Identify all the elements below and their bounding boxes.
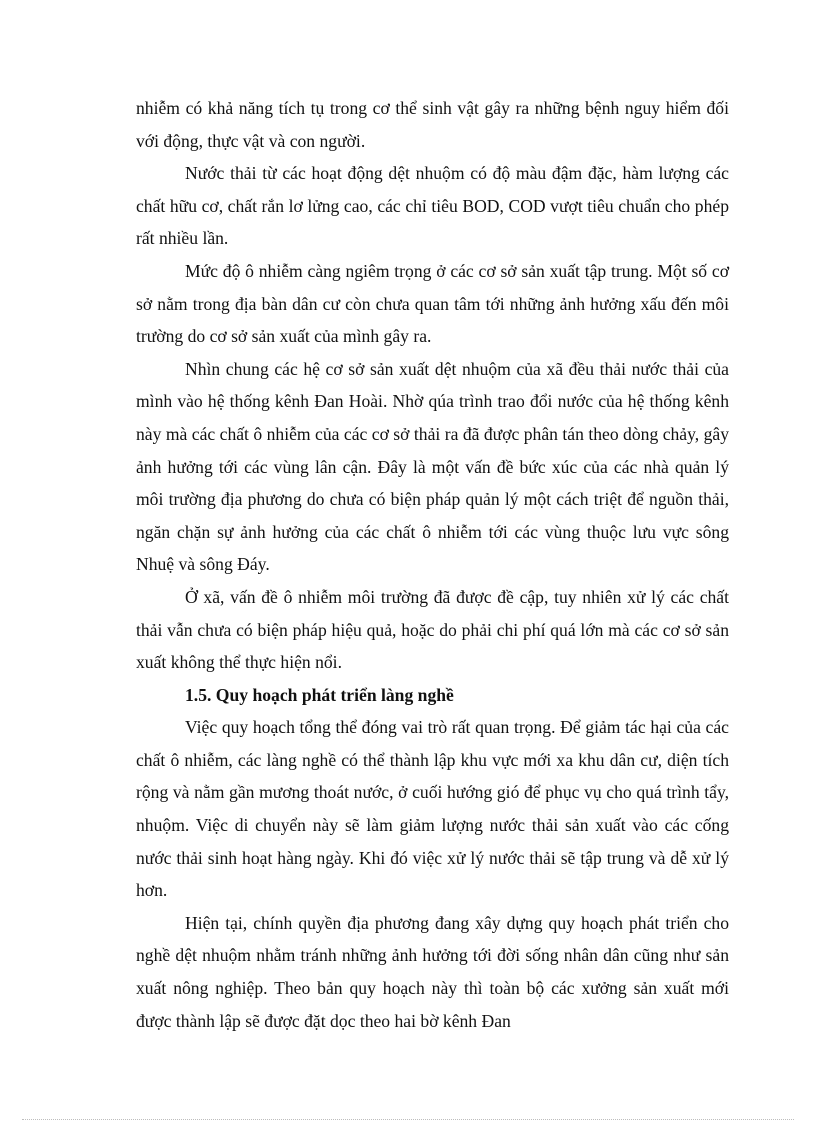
section-heading: 1.5. Quy hoạch phát triển làng nghề [185, 684, 454, 705]
paragraph-continued: nhiễm có khả năng tích tụ trong cơ thể sinh vật gây ra những bệnh nguy hiểm đối với động, thực vật và con người. [136, 98, 729, 151]
paragraph-commune-issue: Ở xã, vấn đề ô nhiễm môi trường đã được đề cập, tuy nhiên xử lý các chất thải vẫn chưa có biện pháp hiệu quả, hoặc do phải chi phí quá lớn mà các cơ sở sản xuất không thể thực hiện nổi. [136, 586, 729, 673]
paragraph-wastewater: Nước thải từ các hoạt động dệt nhuộm có độ màu đậm đặc, hàm lượng các chất hữu cơ, chất rắn lơ lửng cao, các chỉ tiêu BOD, COD vượt tiêu chuẩn cho phép rất nhiều lần. [136, 163, 729, 249]
paragraph-current-plan: Hiện tại, chính quyền địa phương đang xây dựng quy hoạch phát triển cho nghề dệt nhuộm nhằm tránh những ảnh hưởng tới đời sống nhân dân cũng như sản xuất nông nghiệp. Theo bản quy hoạch này thì toàn bộ các xưởng sản xuất mới được thành lập sẽ được đặt dọc theo hai bờ kênh Đan [136, 912, 729, 1031]
paragraph-planning: Việc quy hoạch tổng thể đóng vai trò rất quan trọng. Để giảm tác hại của các chất ô nhiễm, các làng nghề có thể thành lập khu vực mới xa khu dân cư, diện tích rộng và nằm gần mương thoát nước, ở cuối hướng gió để phục vụ cho quá trình tẩy, nhuộm. Việc di chuyển này sẽ làm giảm lượng nước thải sản xuất vào các cống nước thải sinh hoạt hàng ngày. Khi đó việc xử lý nước thải sẽ tập trung và dễ xử lý hơn. [136, 717, 729, 901]
page-bottom-divider [22, 1119, 794, 1120]
paragraph-pollution-level: Mức độ ô nhiễm càng ngiêm trọng ở các cơ sở sản xuất tập trung. Một số cơ sở nằm trong địa bàn dân cư còn chưa quan tâm tới những ảnh hưởng xấu đến môi trường do cơ sở sản xuất của mình gây ra. [136, 260, 729, 347]
paragraph-canal-discharge: Nhìn chung các hệ cơ sở sản xuất dệt nhuộm của xã đều thải nước thải của mình vào hệ thống kênh Đan Hoài. Nhờ qúa trình trao đổi nước của hệ thống kênh này mà các chất ô nhiễm của các cơ sở thải ra đã được phân tán theo dòng chảy, gây ảnh hưởng tới các vùng lân cận. Đây là một vấn đề bức xúc của các nhà quản lý môi trường địa phương do chưa có biện pháp quản lý một cách triệt để nguồn thải, ngăn chặn sự ảnh hưởng của các chất ô nhiễm tới các vùng thuộc lưu vực sông Nhuệ và sông Đáy. [136, 358, 729, 575]
document-body [136, 92, 729, 1037]
